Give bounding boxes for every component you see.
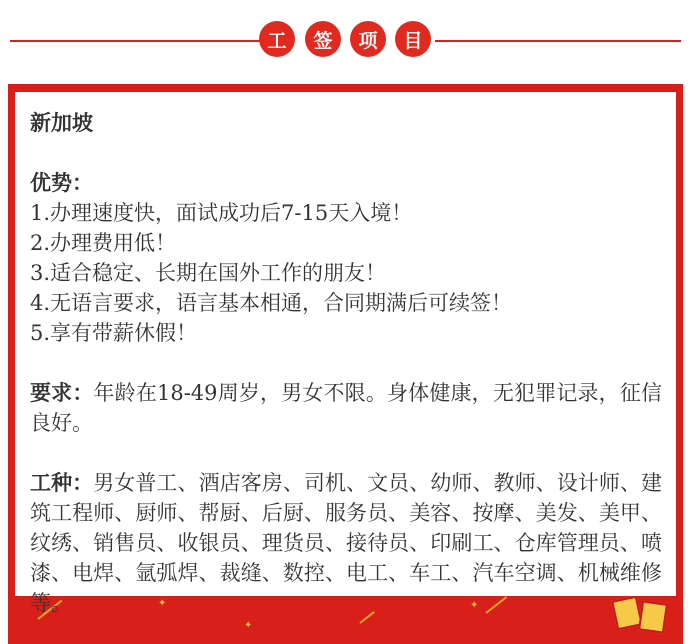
advantage-item: 1.办理速度快，面试成功后7-15天入境！: [30, 201, 413, 225]
jobs-paragraph: [30, 468, 662, 618]
advantage-item: 2.办理费用低！: [30, 231, 177, 255]
sparkle-icon: ✦: [158, 598, 167, 609]
requirements-text: 年龄在18-49周岁，男女不限。身体健康，无犯罪记录，征信良好。: [30, 381, 662, 435]
jobs-text: 男女普工、酒店客房、司机、文员、幼师、教师、设计师、建筑工程师、厨师、帮厨、后厨、服务员、美容、按摩、美发、美甲、纹绣、销售员、收银员、理货员、接待员、印刷工、仓库管理员、喷漆、电焊、氩弧焊、裁缝、数控、电工、车工、汽车空调、机械维修等。: [30, 471, 663, 615]
header-char-2: 签: [305, 21, 341, 57]
advantage-item: 3.适合稳定、长期在国外工作的朋友！: [30, 261, 387, 285]
advantage-item: 4.无语言要求，语言基本相通，合同期满后可续签！: [30, 291, 513, 315]
sparkle-icon: ✦: [244, 620, 253, 631]
country-title: 新加坡: [30, 110, 93, 135]
advantages-label: 优势：: [30, 170, 93, 195]
header-char-3: 项: [350, 21, 386, 57]
content-body: [30, 108, 662, 618]
header-rule-left: [10, 40, 260, 42]
header-rule-right: [435, 40, 681, 42]
requirements-label: 要求：: [30, 380, 94, 405]
header-char-1: 工: [259, 21, 295, 57]
requirements-paragraph: [30, 378, 662, 438]
jobs-label: 工种：: [30, 470, 94, 495]
section-header: [0, 0, 691, 80]
advantage-item: 5.享有带薪休假！: [30, 321, 198, 345]
header-char-4: 目: [395, 21, 431, 57]
sparkle-icon: ✦: [470, 600, 479, 611]
